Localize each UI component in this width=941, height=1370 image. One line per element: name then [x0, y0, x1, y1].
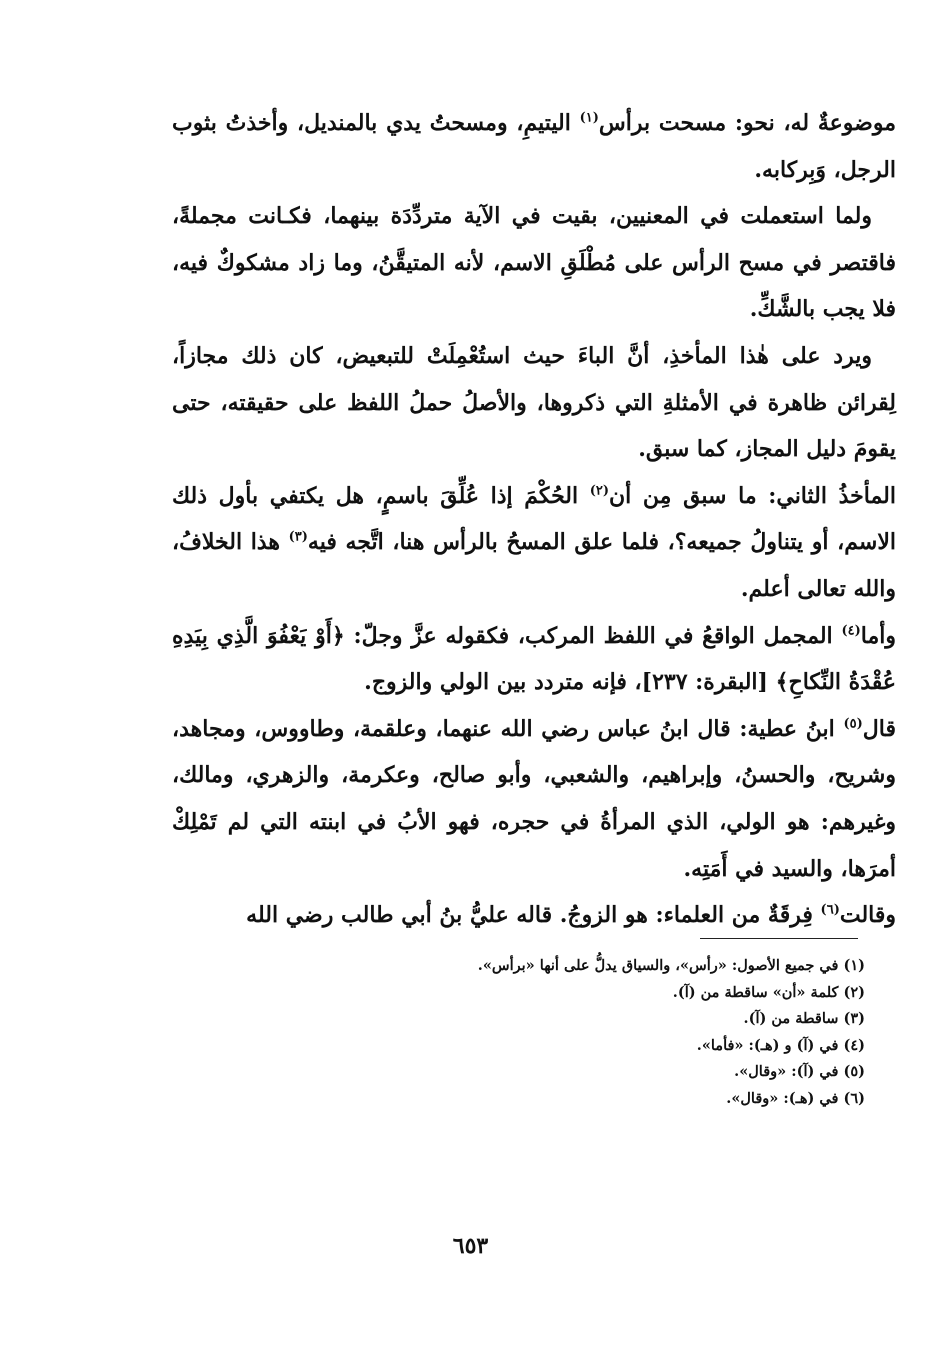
paragraph-1	[172, 100, 896, 193]
footnote-3: (٣) ساقطة من (آ).	[743, 1010, 865, 1028]
text-segment: وقالت	[839, 902, 896, 929]
text-segment: ويرد على هٰذا المأخذِ، أنَّ الباءَ حيث استُعْمِلَتْ للتبعيض، كان ذلك مجازاً، لِقرائن ظاهرة في الأمثلةِ التي ذكروها، والأصلُ حملُ اللفظ على حقيقته، حتى يقومَ دليل المجاز، كما سبق.	[172, 342, 896, 463]
text-segment: موضوعةٌ له، نحو: مسحت برأس	[598, 110, 896, 136]
text-segment: وأما	[860, 622, 896, 649]
text-segment: الحُكْمَ إذا عُلِّقَ باسمٍ، هل يكتفي بأول ذلك الاسم، أو يتناولُ جميعه؟، فلما علق المسحُ بالرأس هنا، اتَّجه فيه	[172, 482, 896, 556]
paragraph-5	[172, 613, 896, 706]
footnote-reference: (٦)	[820, 902, 840, 918]
footnote-5: (٥) في (آ): «وقال».	[734, 1063, 865, 1081]
paragraph-7	[172, 892, 896, 939]
text-segment: ابنُ عطية: قال ابنُ عباس رضي الله عنهما، وعلقمة، وطاووس، ومجاهد، وشريح، والحسنُ، وإبراهيم، والشعبي، وأبو صالح، وعكرمة، والزهري، ومالك، وغيرهم: هو الولي، الذي المرأةُ في حجره، فهو الأبُ في ابنته التي لم تَمْلِكْ أمرَها، والسيد في أَمَتِه.	[172, 715, 896, 882]
footnote-6: (٦) في (هـ): «وقال».	[726, 1089, 865, 1107]
paragraph-2	[172, 193, 896, 333]
text-segment: قال	[862, 715, 896, 742]
footnotes	[300, 953, 865, 1113]
paragraph-6	[172, 706, 896, 892]
text-segment: هذا الخلافُ، والله تعالى أعلم.	[172, 529, 896, 602]
footnote-reference: (٣)	[288, 530, 308, 546]
main-text	[172, 100, 896, 939]
footnote-reference: (٥)	[843, 716, 863, 732]
footnote-1: (١) في جميع الأصول: «رأس»، والسياق يدلُّ على أنها «برأس».	[477, 957, 865, 974]
footnote-separator	[700, 938, 858, 939]
footnote-reference: (١)	[579, 110, 599, 126]
text-segment: ولما استعملت في المعنيين، بقيت في الآية متردِّدَة بينهما، فكـانت مجملةً، فاقتصر في مسح الرأس على مُطْلَقِ الاسم، لأنه المتيقَّنُ، وما زاد مشكوكٌ فيه، فلا يجب بالشَّكِّ.	[172, 203, 896, 323]
text-segment: فِرقَةٌ من العلماء: هو الزوجُ. قاله عليُّ بنُ أبي طالب رضي الله	[246, 902, 821, 929]
footnote-4: (٤) في (آ) و (هـ): «فأما».	[696, 1036, 865, 1054]
paragraph-4	[172, 473, 896, 613]
paragraph-3	[172, 333, 896, 473]
page-number: ٦٥٣	[452, 1233, 489, 1259]
footnote-2: (٢) كلمة «أن» ساقطة من (آ).	[672, 983, 865, 1001]
text-segment: اليتيمِ، ومسحتُ يدي بالمنديل، وأخذتُ بثوب الرجل، وَبِركابه.	[172, 110, 896, 183]
footnote-reference: (٤)	[841, 623, 861, 639]
footnote-reference: (٢)	[589, 483, 610, 499]
text-segment: المأخذُ الثاني: ما سبق مِن أن	[609, 482, 896, 509]
text-segment: المجمل الواقعُ في اللفظ المركب، فكقوله عزَّ وجلّ: ﴿أَوْ يَعْفُوَ الَّذِي بِيَدِهِ عُقْدَةُ النِّكاحِ﴾ [البقرة: ٢٣٧]، فإنه متردد بين الولي والزوج.	[172, 622, 896, 696]
